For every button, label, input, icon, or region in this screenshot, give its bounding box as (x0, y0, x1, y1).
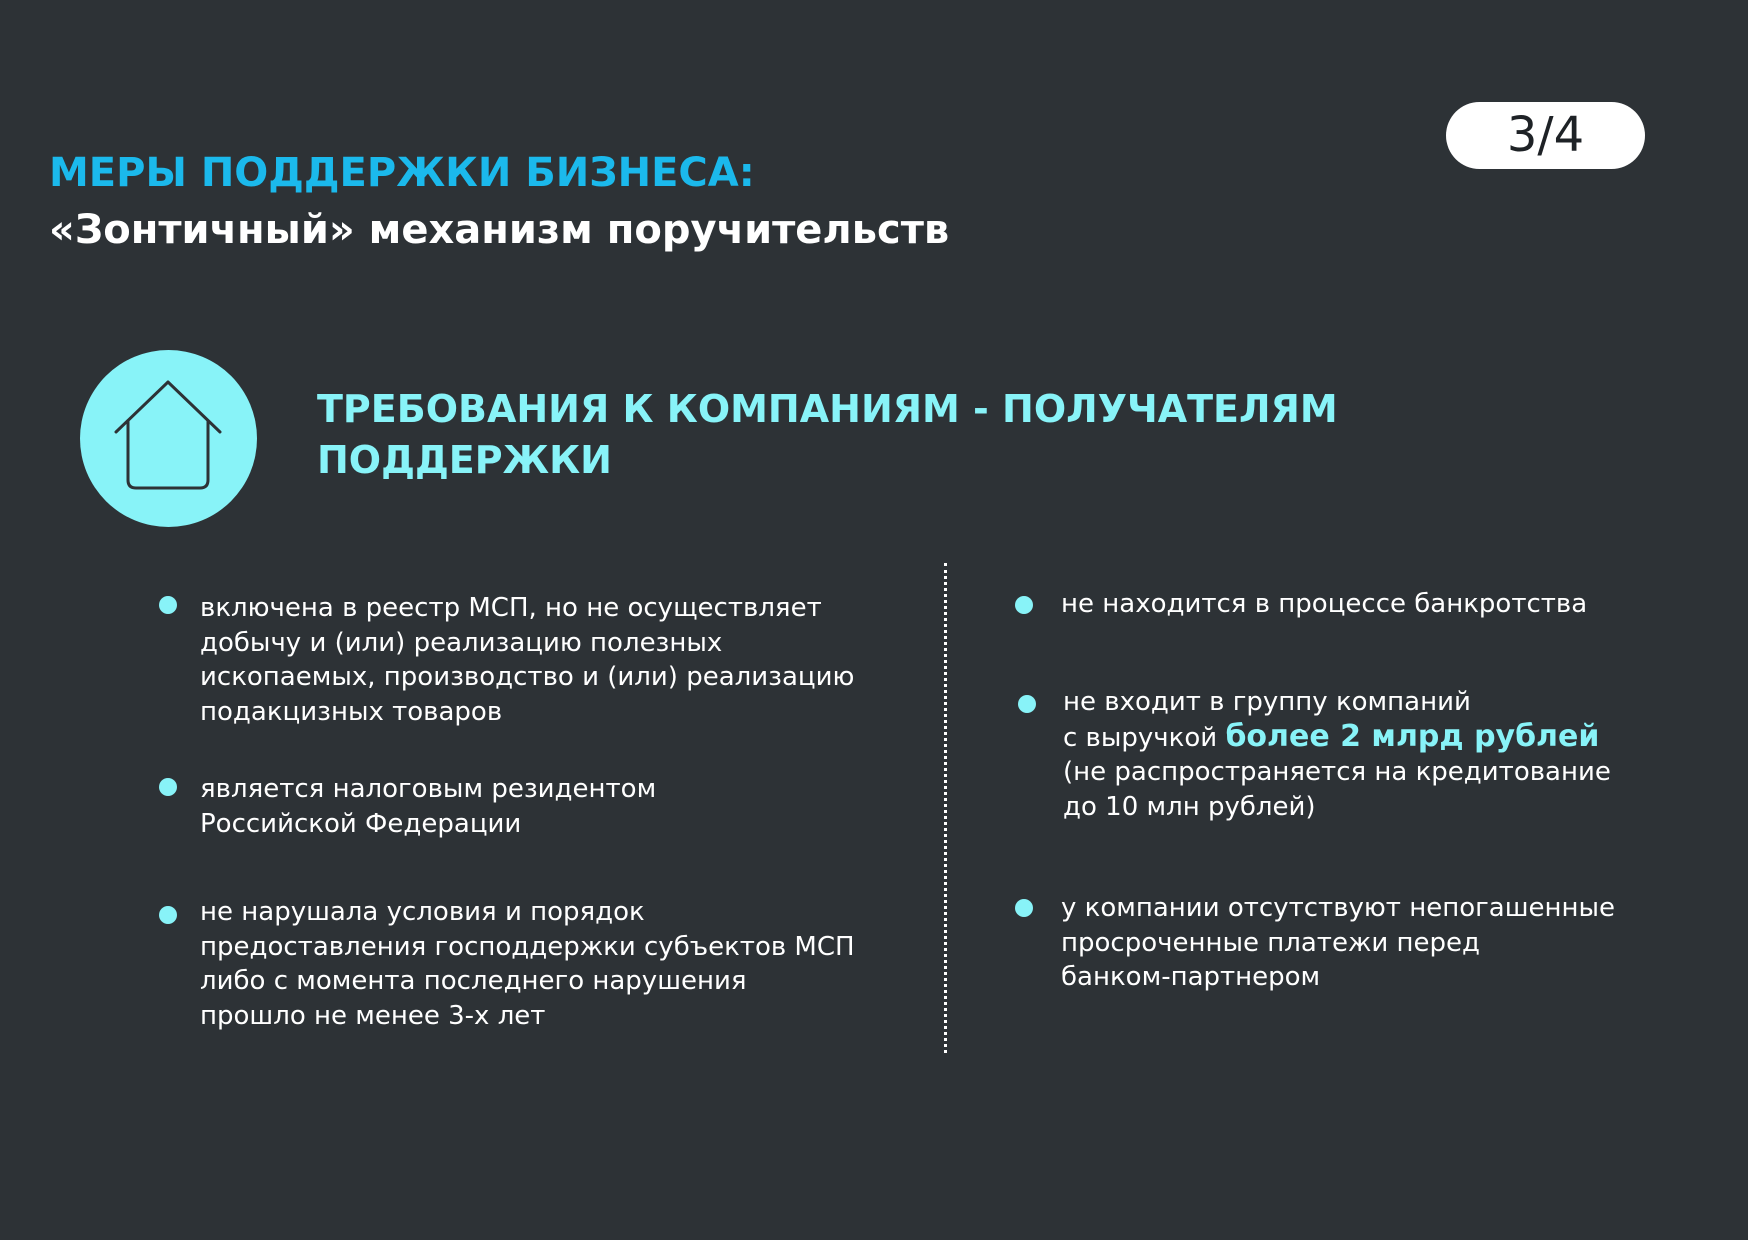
requirement-line: предоставления господдержки субъектов МСП (200, 931, 855, 962)
requirement-item (200, 772, 656, 841)
requirement-line: либо с момента последнего нарушения (200, 966, 747, 996)
section-title (317, 384, 1338, 486)
requirement-line: (не распространяется на кредитование (1063, 757, 1611, 787)
page-indicator: 3/4 (1446, 102, 1645, 169)
requirement-item (200, 591, 854, 729)
requirement-item (1061, 587, 1587, 622)
house-icon-badge (80, 350, 257, 527)
section-title-line: ТРЕБОВАНИЯ К КОМПАНИЯМ - ПОЛУЧАТЕЛЯМ (317, 387, 1338, 431)
revenue-threshold: более 2 млрд рублей (1225, 718, 1600, 754)
requirement-line: не входит в группу компаний (1063, 687, 1471, 717)
requirement-line: Российской Федерации (200, 808, 522, 839)
bullet-dot (1015, 596, 1033, 614)
page-title: МЕРЫ ПОДДЕРЖКИ БИЗНЕСА: (49, 150, 755, 196)
requirement-item (1061, 891, 1615, 995)
bullet-dot (159, 596, 177, 614)
requirement-item (200, 895, 855, 1033)
requirement-line: до 10 млн рублей) (1063, 791, 1316, 822)
requirement-line: подакцизных товаров (200, 696, 503, 727)
requirement-line: прошло не менее 3-х лет (200, 1000, 546, 1031)
bullet-dot (159, 778, 177, 796)
page-subtitle: «Зонтичный» механизм поручительств (49, 207, 950, 253)
requirement-line: является налоговым резидентом (200, 774, 657, 804)
requirement-line: у компании отсутствуют непогашенные (1061, 893, 1615, 923)
house-icon (80, 350, 257, 527)
requirement-line: просроченные платежи перед (1061, 927, 1481, 958)
requirement-line (1063, 720, 1611, 756)
bullet-dot (1018, 695, 1036, 713)
requirement-line: добычу и (или) реализацию полезных (200, 627, 723, 658)
requirement-text: с выручкой (1063, 722, 1226, 753)
requirement-line: не находится в процессе банкротства (1061, 589, 1588, 619)
section-title-line: ПОДДЕРЖКИ (317, 438, 612, 482)
bullet-dot (159, 906, 177, 924)
requirement-line: не нарушала условия и порядок (200, 897, 645, 927)
requirement-line: ископаемых, производство и (или) реализацию (200, 662, 855, 692)
requirement-item (1063, 685, 1611, 824)
column-divider (944, 563, 947, 1053)
requirement-line: банком-партнером (1061, 962, 1321, 992)
requirement-line: включена в реестр МСП, но не осуществляет (200, 593, 822, 623)
bullet-dot (1015, 899, 1033, 917)
